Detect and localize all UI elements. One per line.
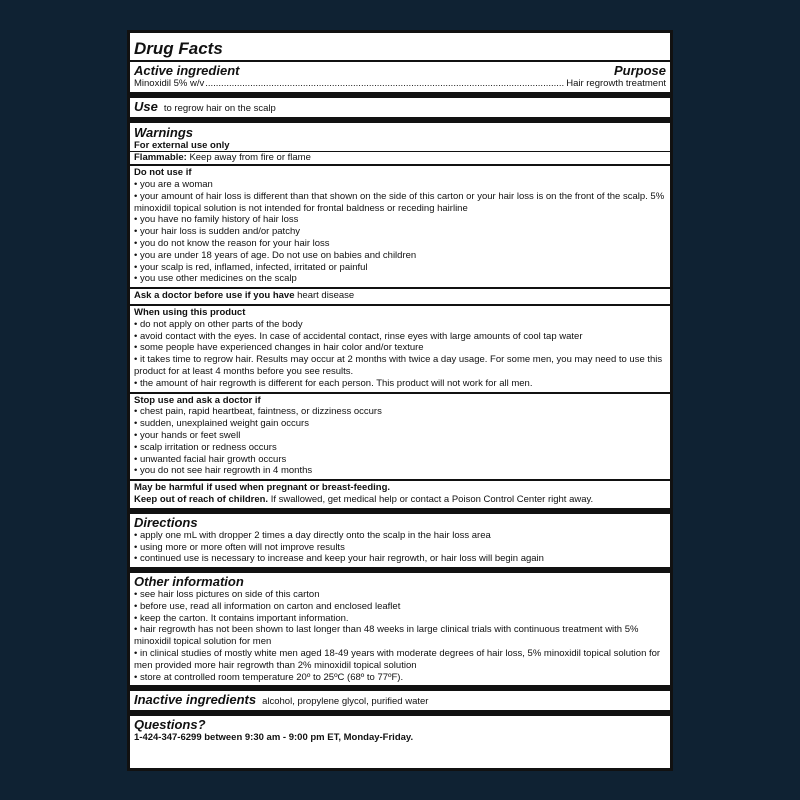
list-item: • your hands or feet swell [134,430,666,442]
ask-doctor-row [130,289,670,304]
list-item: • continued use is necessary to increase and keep your hair regrowth, or hair loss will begin again [134,553,666,565]
list-item: • it takes time to regrow hair. Results may occur at 2 months with twice a day usage. For some men, you may need to use this product for at least 4 months before you see results. [134,354,666,378]
keep-out-text: If swallowed, get medical help or contact a Poison Control Center right away. [270,493,594,505]
list-item: • you are under 18 years of age. Do not use on babies and children [134,250,666,262]
list-item: • sudden, unexplained weight gain occurs [134,418,666,430]
stop-use-list [134,406,666,477]
list-item: • using more or more often will not improve results [134,542,666,554]
list-item: • your hair loss is sudden and/or patchy [134,226,666,238]
leader-dots [205,78,565,90]
list-item: • apply one mL with dropper 2 times a day directly onto the scalp in the hair loss area [134,530,666,542]
active-ingredient-row [134,78,666,90]
directions-list [134,530,666,565]
questions-heading: Questions? [134,717,206,733]
stop-use-section [130,394,670,480]
list-item: • your amount of hair loss is different than that shown on the side of this carton or your hair loss is on the front of the scalp. 5% minoxidil topical solution is not intended for frontal baldness or receding hairline [134,191,666,215]
active-ingredient-heading: Active ingredient [134,63,240,78]
questions-section [130,716,670,746]
inactive-ingredients-heading: Inactive ingredients [134,692,257,708]
list-item: • you use other medicines on the scalp [134,273,666,285]
external-use-text: For external use only [134,139,230,151]
drug-facts-title: Drug Facts [134,39,223,58]
other-info-list [134,589,666,683]
when-using-list [134,319,666,390]
list-item: • you have no family history of hair loss [134,214,666,226]
stop-use-heading: Stop use and ask a doctor if [134,394,261,406]
list-item: • your scalp is red, inflamed, infected, irritated or painful [134,262,666,274]
purpose-heading: Purpose [613,63,666,78]
do-not-use-heading: Do not use if [134,167,192,179]
use-heading: Use [134,98,158,114]
directions-heading: Directions [134,514,198,530]
warnings-section [130,123,670,152]
list-item: • before use, read all information on carton and enclosed leaflet [134,601,666,613]
ask-doctor-text: heart disease [297,290,355,302]
flammable-row [130,152,670,164]
inactive-ingredients-text: alcohol, propylene glycol, purified water [262,696,429,708]
list-item: • do not apply on other parts of the body [134,319,666,331]
pregnancy-warning: May be harmful if used when pregnant or breast-feeding. [134,482,391,494]
use-text: to regrow hair on the scalp [163,102,276,114]
list-item: • you do not see hair regrowth in 4 months [134,465,666,477]
pregnancy-children-section [130,481,670,508]
list-item: • see hair loss pictures on side of this carton [134,589,666,601]
list-item: • hair regrowth has not been shown to last longer than 48 weeks in large clinical trials with continuous treatment with 5% minoxidil topical solution for men [134,624,666,648]
ask-doctor-label: Ask a doctor before use if you have [134,290,295,302]
list-item: • you do not know the reason for your hair loss [134,238,666,250]
list-item: • unwanted facial hair growth occurs [134,454,666,466]
inactive-ingredients-section [130,691,670,710]
list-item: • keep the carton. It contains important information. [134,613,666,625]
active-ingredient-section [130,62,670,92]
when-using-heading: When using this product [134,306,246,318]
do-not-use-section [130,166,670,287]
list-item: • you are a woman [134,179,666,191]
keep-out-label: Keep out of reach of children. [134,493,269,505]
directions-section [130,514,670,567]
do-not-use-list [134,179,666,285]
active-ingredient-purpose: Hair regrowth treatment [566,78,666,89]
active-ingredient-name: Minoxidil 5% w/v [134,78,205,89]
other-info-section [130,573,670,685]
list-item: • avoid contact with the eyes. In case of accidental contact, rinse eyes with large amounts of cool tap water [134,331,666,343]
list-item: • chest pain, rapid heartbeat, faintness, or dizziness occurs [134,406,666,418]
warnings-heading: Warnings [134,124,193,140]
list-item: • in clinical studies of mostly white men aged 18-49 years with moderate degrees of hair loss, 5% minoxidil topical solution for men provided more hair regrowth than 2% minoxidil topical solution [134,648,666,672]
list-item: • the amount of hair regrowth is different for each person. This product will not work for all men. [134,378,666,390]
when-using-section [130,306,670,392]
flammable-text: Keep away from fire or flame [189,152,311,164]
use-section [130,98,670,117]
questions-phone-text: 1-424-347-6299 between 9:30 am - 9:00 pm ET, Monday-Friday. [134,732,414,744]
list-item: • scalp irritation or redness occurs [134,442,666,454]
flammable-label: Flammable: [134,152,187,164]
list-item: • store at controlled room temperature 20º to 25ºC (68º to 77ºF). [134,672,666,684]
list-item: • some people have experienced changes in hair color and/or texture [134,342,666,354]
drug-facts-label [127,30,673,771]
other-info-heading: Other information [134,574,244,590]
